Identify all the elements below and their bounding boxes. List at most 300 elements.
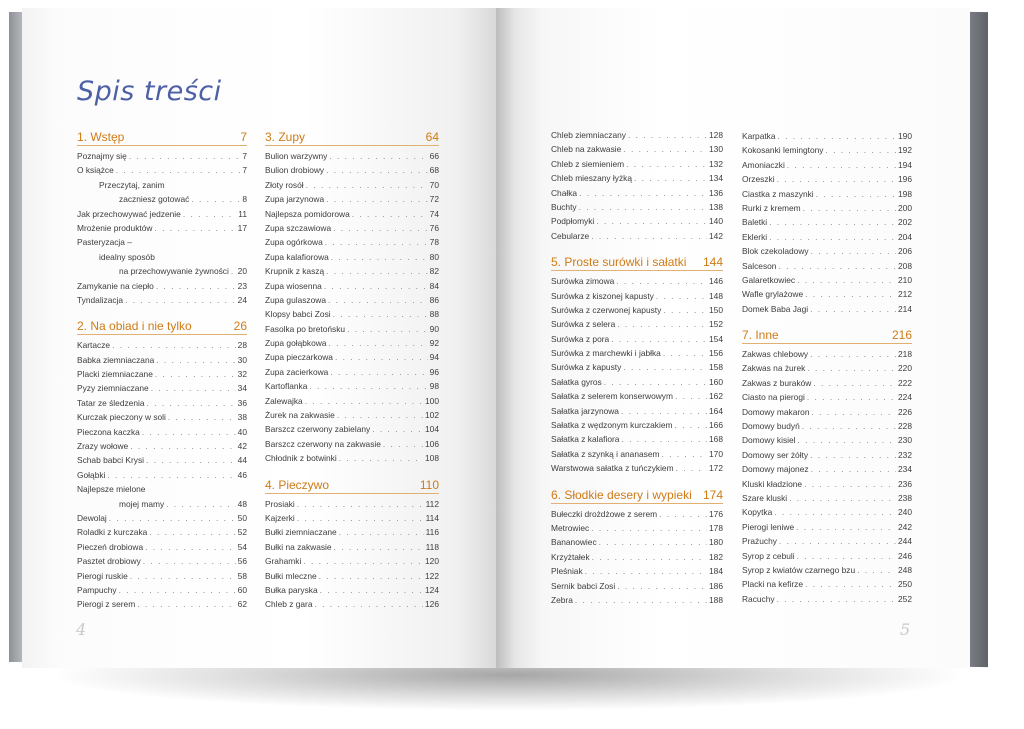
entry-page-number: 176 (709, 508, 723, 519)
entry-label: Chałka (551, 187, 578, 198)
dot-leader (621, 404, 707, 418)
toc-entry (77, 597, 247, 611)
dot-leader (604, 375, 707, 389)
entry-page-number: 92 (429, 338, 439, 349)
dot-leader (797, 273, 896, 287)
entry-label: Surówka z kapusty (551, 362, 622, 373)
entry-page-number: 17 (237, 222, 247, 233)
dot-leader (326, 192, 428, 206)
entry-page-number: 238 (898, 492, 912, 503)
entry-page-number: 252 (898, 593, 912, 604)
toc-entry (265, 279, 439, 293)
toc-entry (551, 389, 723, 403)
entry-page-number: 244 (898, 536, 912, 547)
entry-page-number: 32 (237, 369, 247, 380)
section-heading (77, 130, 247, 146)
entry-label: Racuchy (742, 593, 775, 604)
dot-leader (324, 279, 428, 293)
entry-label: Metrowiec (551, 522, 590, 533)
dot-leader (333, 307, 428, 321)
entry-page-number: 88 (429, 309, 439, 320)
dot-leader (303, 554, 423, 568)
entry-page-number: 48 (237, 498, 247, 509)
entry-page-number: 208 (898, 260, 912, 271)
entry-label: Sałatka jarzynowa (551, 405, 619, 416)
entry-label: Zupa wiosenna (265, 280, 322, 291)
entry-label: Domowy majonez (742, 464, 809, 475)
entry-page-number: 182 (709, 551, 723, 562)
entry-page-number: 200 (898, 202, 912, 213)
entry-page-number: 178 (709, 522, 723, 533)
dot-leader (813, 376, 896, 390)
entry-page-number: 230 (898, 435, 912, 446)
toc-entry (742, 347, 912, 361)
entry-label: Surówka z selera (551, 319, 616, 330)
dot-leader (339, 525, 424, 539)
entry-page-number: 112 (425, 498, 439, 509)
dot-leader (777, 592, 896, 606)
entry-label: Warstwowa sałatka z tuńczykiem (551, 463, 674, 474)
entry-page-number: 36 (237, 397, 247, 408)
entry-page-number: 196 (898, 174, 912, 185)
entry-label: zaczniesz gotować (119, 194, 190, 205)
dot-leader (621, 432, 707, 446)
entry-label: Zamykanie na ciepło (77, 280, 154, 291)
dot-leader (774, 505, 896, 519)
entry-label: Pieczona kaczka (77, 426, 140, 437)
entry-page-number: 214 (898, 303, 912, 314)
entry-page-number: 136 (709, 187, 723, 198)
toc-entry (265, 322, 439, 336)
toc-entry (265, 350, 439, 364)
toc-entry (265, 235, 439, 249)
entry-label: Babka ziemniaczana (77, 354, 155, 365)
toc-entry (77, 511, 247, 525)
toc-entry (265, 511, 439, 525)
dot-leader (329, 149, 427, 163)
toc-entry (77, 540, 247, 554)
entry-page-number: 218 (898, 349, 912, 360)
entry-page-number: 114 (425, 512, 439, 523)
toc-entry (742, 592, 912, 606)
entry-page-number: 84 (429, 280, 439, 291)
entry-page-number: 234 (898, 464, 912, 475)
dot-leader (787, 158, 896, 172)
entry-page-number: 28 (237, 340, 247, 351)
entry-page-number: 210 (898, 274, 912, 285)
entry-label: Żurek na zakwasie (265, 410, 335, 421)
dot-leader (297, 511, 424, 525)
entry-page-number: 170 (709, 448, 723, 459)
page-number-left: 4 (76, 620, 87, 639)
dot-leader (599, 535, 707, 549)
page-number-right: 5 (900, 620, 911, 639)
entry-page-number: 212 (898, 289, 912, 300)
entry-page-number: 100 (425, 395, 439, 406)
entry-page-number: 104 (425, 424, 439, 435)
entry-page-number: 150 (709, 304, 723, 315)
toc-entry (77, 554, 247, 568)
entry-page-number: 78 (429, 237, 439, 248)
entry-label: Zupa gołąbkowa (265, 338, 327, 349)
toc-entry (742, 491, 912, 505)
toc-entry (742, 302, 912, 316)
entry-page-number: 34 (237, 383, 247, 394)
toc-entry (265, 293, 439, 307)
toc-entry (551, 564, 723, 578)
toc-entry (77, 569, 247, 583)
toc-entry (265, 221, 439, 235)
entry-page-number: 184 (709, 566, 723, 577)
section-heading (265, 130, 439, 146)
toc-entry (77, 279, 247, 293)
entry-label: mojej mamy (119, 498, 165, 509)
section-title: 6. Słodkie desery i wypieki (551, 487, 692, 502)
dot-leader (319, 569, 423, 583)
dot-leader (328, 293, 428, 307)
dot-leader (320, 583, 423, 597)
entry-page-number: 186 (709, 580, 723, 591)
entry-label: Grahamki (265, 556, 302, 567)
entry-label: Zakwas chlebowy (742, 349, 809, 360)
toc-entry (77, 163, 247, 177)
dot-leader (143, 554, 236, 568)
entry-label: Sałatka z wędzonym kurczakiem (551, 420, 673, 431)
entry-page-number: 246 (898, 550, 912, 561)
entry-label: Zupa kalafiorowa (265, 251, 329, 262)
dot-leader (168, 410, 236, 424)
dot-leader (659, 507, 707, 521)
dot-leader (805, 577, 896, 591)
toc-entry (742, 129, 912, 143)
entry-page-number: 130 (709, 144, 723, 155)
toc-entry (77, 468, 247, 482)
dot-leader (334, 540, 424, 554)
toc-entry (742, 361, 912, 375)
entry-page-number: 60 (237, 584, 247, 595)
entry-label: na przechowywanie żywności (119, 266, 229, 277)
entry-label: Kokosanki lemingtony (742, 145, 824, 156)
entry-page-number: 52 (237, 527, 247, 538)
dot-leader (663, 303, 707, 317)
dot-leader (579, 186, 707, 200)
toc-entry (551, 186, 723, 200)
dot-leader (616, 274, 707, 288)
entry-page-number: 54 (237, 541, 247, 552)
dot-leader (617, 579, 707, 593)
dot-leader (156, 279, 236, 293)
entry-page-number: 82 (429, 266, 439, 277)
toc-entry (742, 273, 912, 287)
toc-entry (551, 157, 723, 171)
entry-label: Chleb z siemieniem (551, 158, 625, 169)
entry-label: Syrop z cebuli (742, 550, 795, 561)
toc-entry (265, 525, 439, 539)
entry-page-number: 236 (898, 478, 912, 489)
entry-page-number: 138 (709, 201, 723, 212)
entry-label: Bananowiec (551, 537, 597, 548)
dot-leader (183, 207, 236, 221)
entry-label: Fasolka po bretońsku (265, 323, 346, 334)
entry-label: Sałatka z szynką i ananasem (551, 448, 660, 459)
entry-label: Cebularze (551, 230, 590, 241)
entry-label: Gołąbki (77, 469, 106, 480)
entry-label: Zupa gulaszowa (265, 294, 326, 305)
toc-entry (265, 569, 439, 583)
toc-column-4 (742, 129, 912, 606)
toc-entry (77, 367, 247, 381)
dot-leader (592, 550, 707, 564)
entry-label: Surówka z pora (551, 333, 610, 344)
entry-page-number: 156 (709, 348, 723, 359)
dot-leader (130, 439, 235, 453)
toc-entry (265, 583, 439, 597)
toc-entry (265, 336, 439, 350)
entry-label: Chleb mieszany łyżką (551, 173, 632, 184)
dot-leader (798, 433, 896, 447)
toc-entry (551, 303, 723, 317)
entry-label: Domek Baba Jagi (742, 303, 809, 314)
toc-entry (551, 128, 723, 142)
dot-leader (591, 229, 707, 243)
toc-entry (742, 534, 912, 548)
dot-leader (166, 497, 236, 511)
toc-entry (77, 453, 247, 467)
entry-label: Pleśniak (551, 566, 583, 577)
dot-leader (130, 569, 236, 583)
section-title: 5. Proste surówki i sałatki (551, 255, 687, 270)
toc-entry (265, 264, 439, 278)
toc-entry (77, 353, 247, 367)
entry-page-number: 96 (429, 366, 439, 377)
entry-label: Ciastka z maszynki (742, 188, 814, 199)
toc-column-3 (551, 128, 723, 607)
section-title: 3. Zupy (265, 130, 306, 144)
section-page: 174 (702, 487, 723, 502)
entry-label: Chłodnik z botwinki (265, 453, 337, 464)
entry-page-number: 132 (709, 158, 723, 169)
entry-label: Prażuchy (742, 536, 777, 547)
entry-label: Chleb ziemniaczany (551, 130, 626, 140)
entry-page-number: 162 (709, 391, 723, 402)
entry-page-number: 58 (237, 570, 247, 581)
toc-entry (551, 214, 723, 228)
toc-entry (551, 432, 723, 446)
toc-entry (265, 437, 439, 451)
dot-leader (661, 447, 707, 461)
dot-leader (297, 497, 424, 511)
entry-label: Kopytka (742, 507, 773, 518)
toc-entry (77, 583, 247, 597)
toc-entry (551, 332, 723, 346)
toc-entry-label-line: Przeczytaj, zanim (99, 179, 165, 190)
toc-entry (551, 550, 723, 564)
dot-leader (779, 534, 896, 548)
dot-leader (825, 143, 896, 157)
toc-entry (551, 346, 723, 360)
dot-leader (145, 540, 236, 554)
dot-leader (796, 520, 896, 534)
entry-label: Amoniaczki (742, 159, 785, 170)
toc-entry (551, 229, 723, 243)
dot-leader (596, 214, 707, 228)
entry-label: Zebra (551, 594, 573, 605)
dot-leader (623, 360, 707, 374)
section-page: 26 (233, 319, 247, 334)
book-cover-edge-right (968, 12, 988, 667)
entry-label: Syrop z kwiatów czarnego bzu (742, 564, 856, 575)
entry-label: Podpłomyki (551, 216, 595, 227)
section-title: 4. Pieczywo (265, 477, 330, 492)
dot-leader (335, 350, 428, 364)
entry-label: Mrożenie produktów (77, 222, 153, 233)
toc-entry (551, 418, 723, 432)
toc-entry (551, 579, 723, 593)
dot-leader (330, 365, 427, 379)
entry-page-number: 46 (237, 469, 247, 480)
entry-page-number: 206 (898, 246, 912, 257)
entry-page-number: 86 (429, 294, 439, 305)
toc-entry (265, 597, 439, 611)
toc-entry (742, 230, 912, 244)
dot-leader (112, 338, 236, 352)
toc-column-1 (77, 130, 247, 612)
entry-page-number: 106 (425, 438, 439, 449)
entry-page-number: 142 (709, 230, 723, 241)
section-page: 110 (419, 477, 439, 492)
toc-entry (551, 171, 723, 185)
section-heading (77, 319, 247, 335)
dot-leader (674, 418, 707, 432)
entry-page-number: 240 (898, 507, 912, 518)
dot-leader (611, 332, 707, 346)
entry-label: Roladki z kurczaka (77, 527, 148, 538)
dot-leader (309, 379, 427, 393)
entry-page-number: 124 (425, 584, 439, 595)
entry-label: Ciasto na pierogi (742, 392, 805, 403)
dot-leader (812, 405, 897, 419)
entry-label: Domowy ser żółty (742, 449, 809, 460)
dot-leader (628, 128, 707, 142)
dot-leader (805, 287, 896, 301)
entry-label: Prosiaki (265, 498, 295, 509)
toc-entry (742, 448, 912, 462)
dot-leader (137, 597, 235, 611)
entry-page-number: 164 (709, 405, 723, 416)
entry-page-number: 140 (709, 216, 723, 227)
toc-entry (551, 375, 723, 389)
entry-page-number: 250 (898, 579, 912, 590)
entry-page-number: 108 (425, 453, 439, 464)
entry-page-number: 128 (709, 130, 723, 140)
entry-label: Pierogi z serem (77, 599, 136, 610)
entry-label: Galaretkowiec (742, 274, 796, 285)
entry-page-number: 160 (709, 376, 723, 387)
toc-entry (265, 497, 439, 511)
section-page: 7 (240, 130, 247, 144)
entry-label: Surówka z czerwonej kapusty (551, 304, 662, 315)
dot-leader (777, 172, 896, 186)
toc-entry (77, 293, 247, 307)
dot-leader (591, 521, 707, 535)
toc-entry (742, 201, 912, 215)
entry-label: Barszcz czerwony na zakwasie (265, 438, 381, 449)
toc-entry (265, 379, 439, 393)
dot-leader (347, 322, 428, 336)
toc-entry (77, 410, 247, 424)
dot-leader (339, 451, 423, 465)
dot-leader (811, 244, 896, 258)
toc-entry (742, 390, 912, 404)
toc-entry (265, 554, 439, 568)
dot-leader (789, 491, 896, 505)
toc-entry (77, 338, 247, 352)
entry-page-number: 228 (898, 421, 912, 432)
dot-leader (656, 289, 707, 303)
dot-leader (797, 549, 896, 563)
toc-entry (77, 381, 247, 395)
toc-entry (551, 535, 723, 549)
entry-page-number: 118 (425, 541, 439, 552)
section-heading (265, 478, 439, 494)
entry-page-number: 72 (429, 194, 439, 205)
entry-page-number: 194 (898, 159, 912, 170)
entry-label: Wafle grylażowe (742, 289, 804, 300)
toc-entry (742, 433, 912, 447)
entry-label: Kluski kładzione (742, 478, 803, 489)
entry-page-number: 20 (237, 266, 247, 277)
section-page: 64 (425, 130, 439, 144)
entry-label: Blok czekoladowy (742, 246, 809, 257)
dot-leader (634, 171, 707, 185)
toc-entry (265, 365, 439, 379)
entry-label: Tatar ze śledzenia (77, 397, 145, 408)
entry-label: Bułki ziemniaczane (265, 527, 337, 538)
entry-label: Najlepsza pomidorowa (265, 208, 350, 219)
dot-leader (116, 163, 241, 177)
entry-page-number: 158 (709, 362, 723, 373)
entry-label: Poznajmy się (77, 151, 127, 161)
entry-label: Domowy kisiel (742, 435, 796, 446)
entry-page-number: 168 (709, 434, 723, 445)
dot-leader (231, 264, 236, 278)
section-page: 216 (891, 328, 912, 343)
entry-page-number: 11 (238, 208, 247, 219)
entry-label: Jak przechowywać jedzenie (77, 208, 181, 219)
toc-entry (742, 376, 912, 390)
entry-page-number: 152 (709, 319, 723, 330)
entry-label: Domowy makaron (742, 406, 810, 417)
entry-page-number: 38 (237, 412, 247, 423)
toc-entry (265, 163, 439, 177)
entry-page-number: 62 (237, 599, 247, 610)
dot-leader (119, 583, 236, 597)
dot-leader (810, 347, 896, 361)
entry-label: Zupa pieczarkowa (265, 352, 333, 363)
entry-label: Schab babci Krysi (77, 455, 145, 466)
dot-leader (769, 230, 896, 244)
toc-entry (551, 447, 723, 461)
toc-entry (742, 215, 912, 229)
toc-entry (265, 149, 439, 163)
entry-page-number: 192 (898, 145, 912, 156)
entry-label: Pieczeń drobiowa (77, 541, 144, 552)
entry-page-number: 98 (429, 381, 439, 392)
toc-entry (77, 497, 247, 511)
entry-label: Domowy budyń (742, 421, 800, 432)
entry-label: Zalewajka (265, 395, 303, 406)
entry-page-number: 23 (237, 280, 247, 291)
